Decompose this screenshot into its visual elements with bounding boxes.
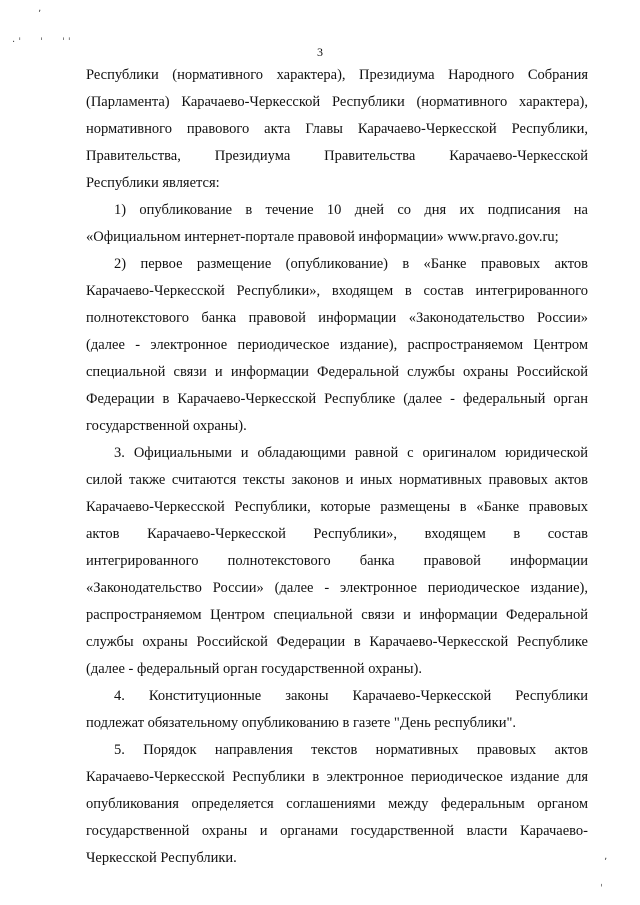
text-line: силой также считаются тексты законов и иных нормативных правовых актов: [86, 472, 588, 488]
paragraph: [86, 251, 588, 440]
text-line: интегрированного полнотекстового банка правовой информации: [86, 553, 588, 569]
text-line: Правительства, Президиума Правительства Карачаево-Черкесской: [86, 148, 588, 164]
text-line: полнотекстового банка правовой информации «Законодательство России»: [86, 310, 588, 326]
text-line: (далее - электронное периодическое издание), распространяемом Центром: [86, 337, 588, 353]
text-line: Республики является:: [86, 175, 220, 191]
scan-speck: ˈ ˈ: [62, 37, 71, 48]
text-line: «Официальном интернет-портале правовой информации» www.pravo.gov.ru;: [86, 229, 559, 245]
text-line: Республики (нормативного характера), Президиума Народного Собрания: [86, 67, 588, 83]
paragraph: [86, 737, 588, 872]
text-line: «Законодательство России» (далее - электронное периодическое издание),: [86, 580, 588, 596]
page-number: 3: [317, 45, 323, 59]
text-line: актов Карачаево-Черкесской Республики», входящем в состав: [86, 526, 588, 542]
text-line: Карачаево-Черкесской Республики в электронное периодическое издание для: [86, 769, 588, 785]
text-line: государственной охраны).: [86, 418, 247, 434]
text-line: 1) опубликование в течение 10 дней со дня их подписания на: [114, 202, 588, 218]
paragraph: [86, 683, 588, 737]
paragraph: [86, 440, 588, 683]
text-line: (далее - федеральный орган государственной охраны).: [86, 661, 422, 677]
text-line: государственной охраны и органами государственной власти Карачаево-: [86, 823, 588, 839]
text-line: Карачаево-Черкесской Республики», входящем в состав интегрированного: [86, 283, 588, 299]
text-line: службы охраны Российской Федерации в Карачаево-Черкесской Республике: [86, 634, 588, 650]
scan-speck: ʼ: [604, 857, 608, 868]
text-line: Черкесской Республики.: [86, 850, 237, 866]
text-line: 3. Официальными и обладающими равной с оригиналом юридической: [114, 445, 588, 461]
scan-speck: ˈ: [40, 37, 43, 48]
text-line: 2) первое размещение (опубликование) в «Банке правовых актов: [114, 256, 588, 272]
text-line: Федерации в Карачаево-Черкесской Республике (далее - федеральный орган: [86, 391, 588, 407]
document-body: [86, 62, 588, 872]
text-line: нормативного правового акта Главы Карачаево-Черкесской Республики,: [86, 121, 588, 137]
text-line: 4. Конституционные законы Карачаево-Черкесской Республики: [114, 688, 588, 704]
text-line: Карачаево-Черкесской Республики, которые размещены в «Банке правовых: [86, 499, 588, 515]
text-line: (Парламента) Карачаево-Черкесской Республики (нормативного характера),: [86, 94, 588, 110]
scan-speck: ˌ: [600, 877, 603, 888]
scan-speck: ʼ: [38, 9, 42, 20]
text-line: подлежат обязательному опубликованию в газете "День республики".: [86, 715, 517, 731]
paragraph: [86, 197, 588, 251]
text-line: 5. Порядок направления текстов нормативных правовых актов: [114, 742, 588, 758]
text-line: специальной связи и информации Федеральной службы охраны Российской: [86, 364, 588, 380]
text-line: опубликования определяется соглашениями между федеральным органом: [86, 796, 588, 812]
paragraph: [86, 62, 588, 197]
text-line: распространяемом Центром специальной связи и информации Федеральной: [86, 607, 588, 623]
scan-speck: · ˈ: [12, 37, 22, 48]
